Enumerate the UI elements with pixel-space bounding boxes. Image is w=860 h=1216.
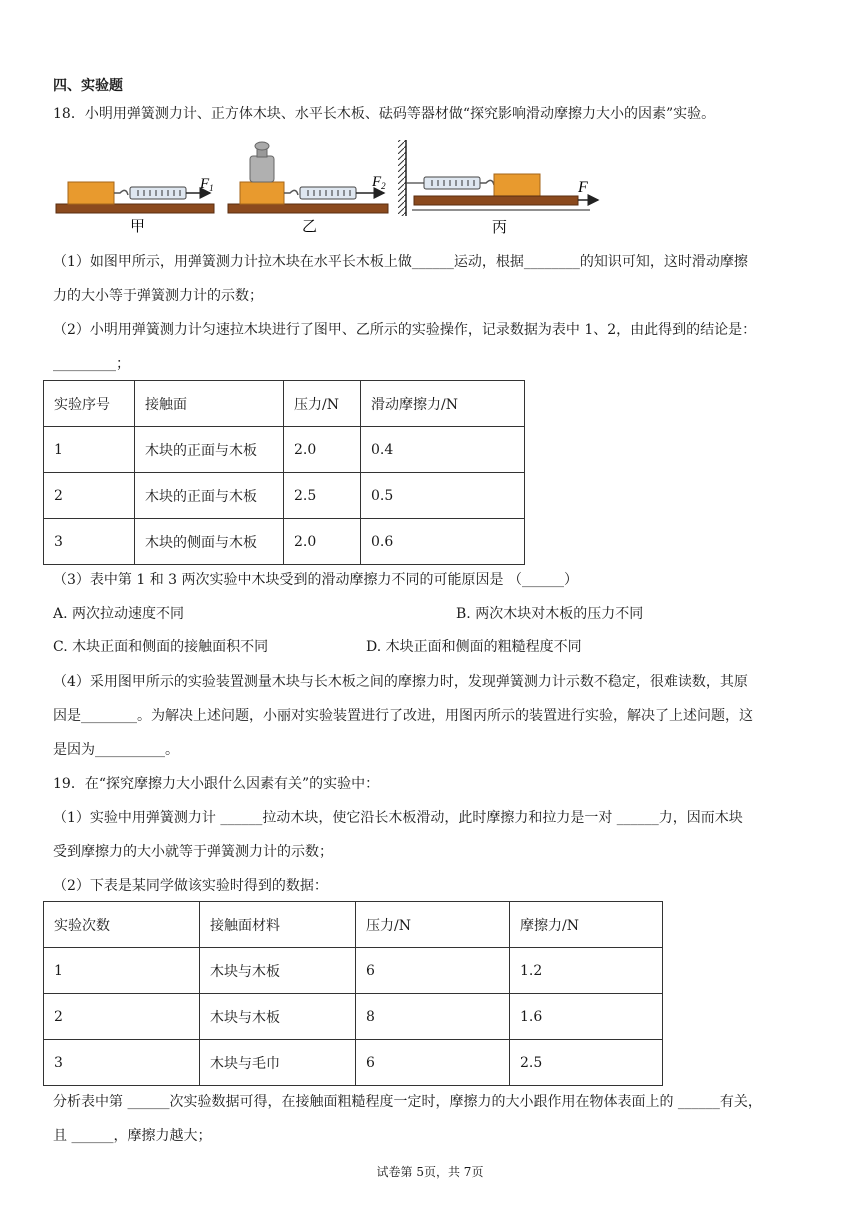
- wall-bing: [398, 140, 406, 216]
- table-cell: 6: [356, 1040, 510, 1086]
- figure-bing: [398, 140, 598, 236]
- block-bing: [494, 174, 540, 196]
- table-cell: 1.6: [510, 994, 663, 1040]
- option-b: B. 两次木块对木板的压力不同: [456, 606, 644, 622]
- q19-p1-line2: 受到摩擦力的大小就等于弹簧测力计的示数；: [53, 844, 333, 860]
- q18-p4-line2: 因是________。为解决上述问题，小丽对实验装置进行了改进，用图丙所示的装置进行实验，解决了上述问题，这: [53, 708, 753, 724]
- option-c: C. 木块正面和侧面的接触面积不同: [53, 639, 269, 655]
- q18-data-table: [43, 380, 525, 565]
- table-header: 摩擦力/N: [510, 902, 663, 948]
- table-cell: 2.5: [284, 473, 361, 519]
- q19-p2: （2）下表是某同学做该实验时得到的数据：: [53, 878, 328, 894]
- option-d: D. 木块正面和侧面的粗糙程度不同: [366, 639, 582, 655]
- table-cell: 木块与木板: [200, 948, 356, 994]
- figure-jia: [56, 176, 214, 235]
- q19-analysis-line2: 且 ______，摩擦力越大；: [53, 1128, 212, 1144]
- table-cell: 2.0: [284, 427, 361, 473]
- board-yi: [228, 204, 388, 213]
- q19-data-table: [43, 901, 663, 1086]
- q18-p2-line2: _________；: [53, 356, 130, 372]
- table-header: 压力/N: [356, 902, 510, 948]
- figure-label-jia: 甲: [130, 217, 146, 235]
- table-header-row: [44, 381, 525, 427]
- option-a: A. 两次拉动速度不同: [53, 606, 185, 622]
- q19-intro: 19．在“探究摩擦力大小跟什么因素有关”的实验中：: [53, 776, 380, 792]
- table-header-row: [44, 902, 663, 948]
- q18-p3: （3）表中第 1 和 3 两次实验中木块受到的滑动摩擦力不同的可能原因是 （______）: [53, 572, 578, 588]
- table-cell: 木块的侧面与木板: [135, 519, 284, 565]
- q18-p1-line1: （1）如图甲所示，用弹簧测力计拉木块在水平长木板上做______运动，根据________的知识可知，这时滑动摩擦: [53, 254, 748, 270]
- table-header: 实验序号: [44, 381, 135, 427]
- table-cell: 3: [44, 1040, 200, 1086]
- weight-yi: [250, 156, 274, 182]
- table-cell: 木块的正面与木板: [135, 427, 284, 473]
- board-jia: [56, 204, 214, 213]
- table-header: 接触面: [135, 381, 284, 427]
- section-title: 四、实验题: [53, 78, 123, 94]
- table-row: [44, 1040, 663, 1086]
- table-header: 实验次数: [44, 902, 200, 948]
- table-cell: 6: [356, 948, 510, 994]
- table-row: [44, 948, 663, 994]
- table-cell: 0.6: [361, 519, 525, 565]
- table-header: 压力/N: [284, 381, 361, 427]
- table-header: 接触面材料: [200, 902, 356, 948]
- q19-p1-line1: （1）实验中用弹簧测力计 ______拉动木块，使它沿长木板滑动，此时摩擦力和拉力是一对 ______力，因而木块: [53, 810, 743, 826]
- table-cell: 2: [44, 473, 135, 519]
- table-row: [44, 427, 525, 473]
- table-cell: 0.5: [361, 473, 525, 519]
- table-header: 滑动摩擦力/N: [361, 381, 525, 427]
- table-cell: 0.4: [361, 427, 525, 473]
- figure-yi: [228, 142, 388, 235]
- block-yi: [240, 182, 284, 204]
- table-cell: 木块与木板: [200, 994, 356, 1040]
- table-cell: 8: [356, 994, 510, 1040]
- table-cell: 2.0: [284, 519, 361, 565]
- table-cell: 1: [44, 948, 200, 994]
- figure-label-bing: 丙: [492, 218, 508, 236]
- table-cell: 1.2: [510, 948, 663, 994]
- q19-analysis-line1: 分析表中第 ______次实验数据可得，在接触面粗糙程度一定时，摩擦力的大小跟作用在物体表面上的 ______有关，: [53, 1094, 762, 1110]
- q18-intro: 18．小明用弹簧测力计、正方体木块、水平长木板、砝码等器材做“探究影响滑动摩擦力大小的因素”实验。: [53, 106, 716, 122]
- force-label-f2: $F_2$: [372, 174, 386, 191]
- q18-p2-line1: （2）小明用弹簧测力计匀速拉木块进行了图甲、乙所示的实验操作，记录数据为表中 1、2，由此得到的结论是：: [53, 322, 757, 338]
- board-bing: [414, 196, 578, 205]
- table-cell: 1: [44, 427, 135, 473]
- table-cell: 2: [44, 994, 200, 1040]
- table-cell: 木块与毛巾: [200, 1040, 356, 1086]
- force-label-f: F: [578, 179, 588, 196]
- force-label-f1: $F_1$: [200, 176, 214, 193]
- block-jia: [68, 182, 114, 204]
- table-cell: 木块的正面与木板: [135, 473, 284, 519]
- table-cell: 2.5: [510, 1040, 663, 1086]
- q18-p1-line2: 力的大小等于弹簧测力计的示数；: [53, 288, 263, 304]
- q18-p4-line3: 是因为__________。: [53, 742, 179, 758]
- q18-figure: [50, 136, 610, 240]
- table-row: [44, 519, 525, 565]
- table-row: [44, 994, 663, 1040]
- q18-p4-line1: （4）采用图甲所示的实验装置测量木块与长木板之间的摩擦力时，发现弹簧测力计示数不稳定，很难读数，其原: [53, 674, 748, 690]
- table-row: [44, 473, 525, 519]
- page-footer: 试卷第 5页，共 7页: [376, 1165, 484, 1179]
- table-cell: 3: [44, 519, 135, 565]
- figure-label-yi: 乙: [302, 217, 318, 235]
